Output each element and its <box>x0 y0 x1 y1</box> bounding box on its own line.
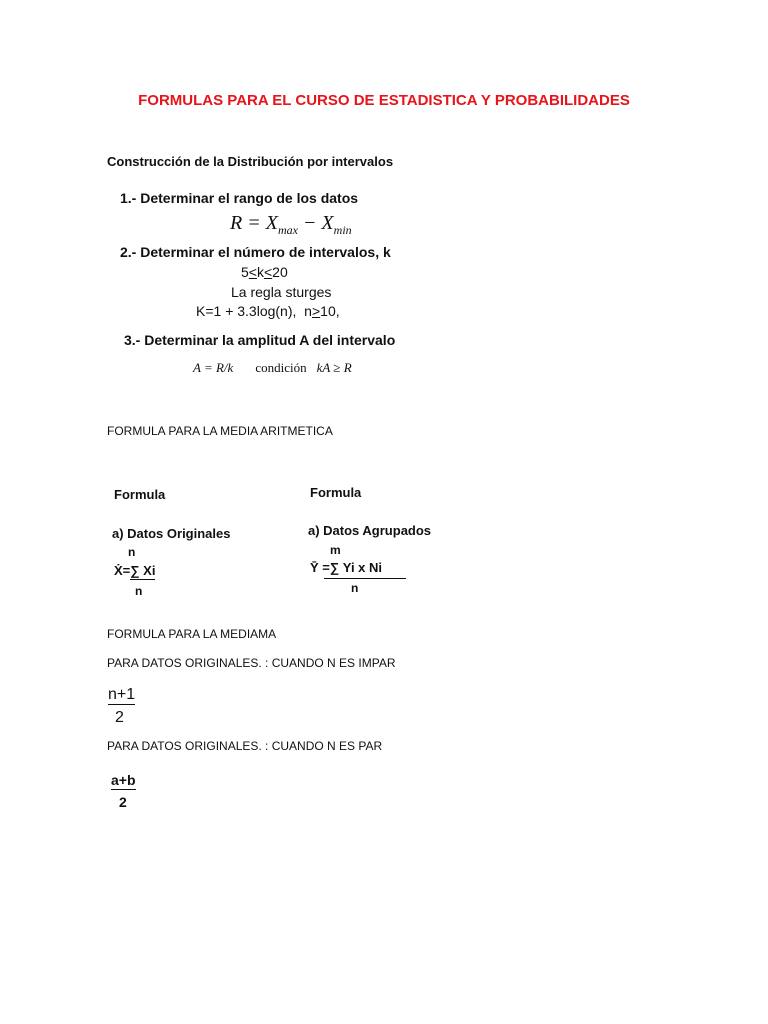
step-2-text: 2.- Determinar el número de intervalos, k <box>120 244 391 260</box>
mediana-heading: FORMULA PARA LA MEDIAMA <box>107 627 277 641</box>
left-formula-label: Formula <box>114 487 166 502</box>
right-denominator: n <box>351 581 359 595</box>
left-mean-formula: Ẋ=∑ Xi <box>114 563 156 578</box>
right-case-label: a) Datos Agrupados <box>308 523 432 538</box>
sturges-formula: K=1 + 3.3log(n), n>10, <box>196 303 340 319</box>
right-sum-upper: m <box>330 543 341 557</box>
step-1-text: 1.- Determinar el rango de los datos <box>120 190 359 206</box>
right-formula-label: Formula <box>310 485 362 500</box>
left-case-label: a) Datos Originales <box>112 526 231 541</box>
even-case-label: PARA DATOS ORIGINALES. : CUANDO N ES PAR <box>107 739 383 753</box>
left-sum-upper: n <box>128 545 136 559</box>
left-denominator: n <box>135 584 143 598</box>
right-mean-formula: Ῡ =∑ Yi x Ni <box>310 560 383 575</box>
step-3-text: 3.- Determinar la amplitud A del intervalo <box>124 332 396 348</box>
intervals-heading: Construcción de la Distribución por intervalos <box>107 154 394 169</box>
even-numerator: a+b <box>111 772 136 788</box>
media-heading: FORMULA PARA LA MEDIA ARITMETICA <box>107 424 333 438</box>
right-fraction-bar <box>324 578 406 579</box>
sturges-label: La regla sturges <box>231 284 332 300</box>
odd-denominator: 2 <box>115 709 124 726</box>
odd-case-label: PARA DATOS ORIGINALES. : CUANDO N ES IMPAR <box>107 656 396 670</box>
even-denominator: 2 <box>119 794 127 810</box>
range-formula: $R = X_{max} - X_{min}$ <box>230 212 352 237</box>
odd-numerator: n+1 <box>108 686 136 703</box>
k-bounds: 5<k<20 <box>241 264 288 280</box>
page-title: FORMULAS PARA EL CURSO DE ESTADISTICA Y PROBABILIDADES <box>138 92 630 109</box>
amplitude-formula: A = R/k condición kA ≥ R <box>193 360 352 375</box>
